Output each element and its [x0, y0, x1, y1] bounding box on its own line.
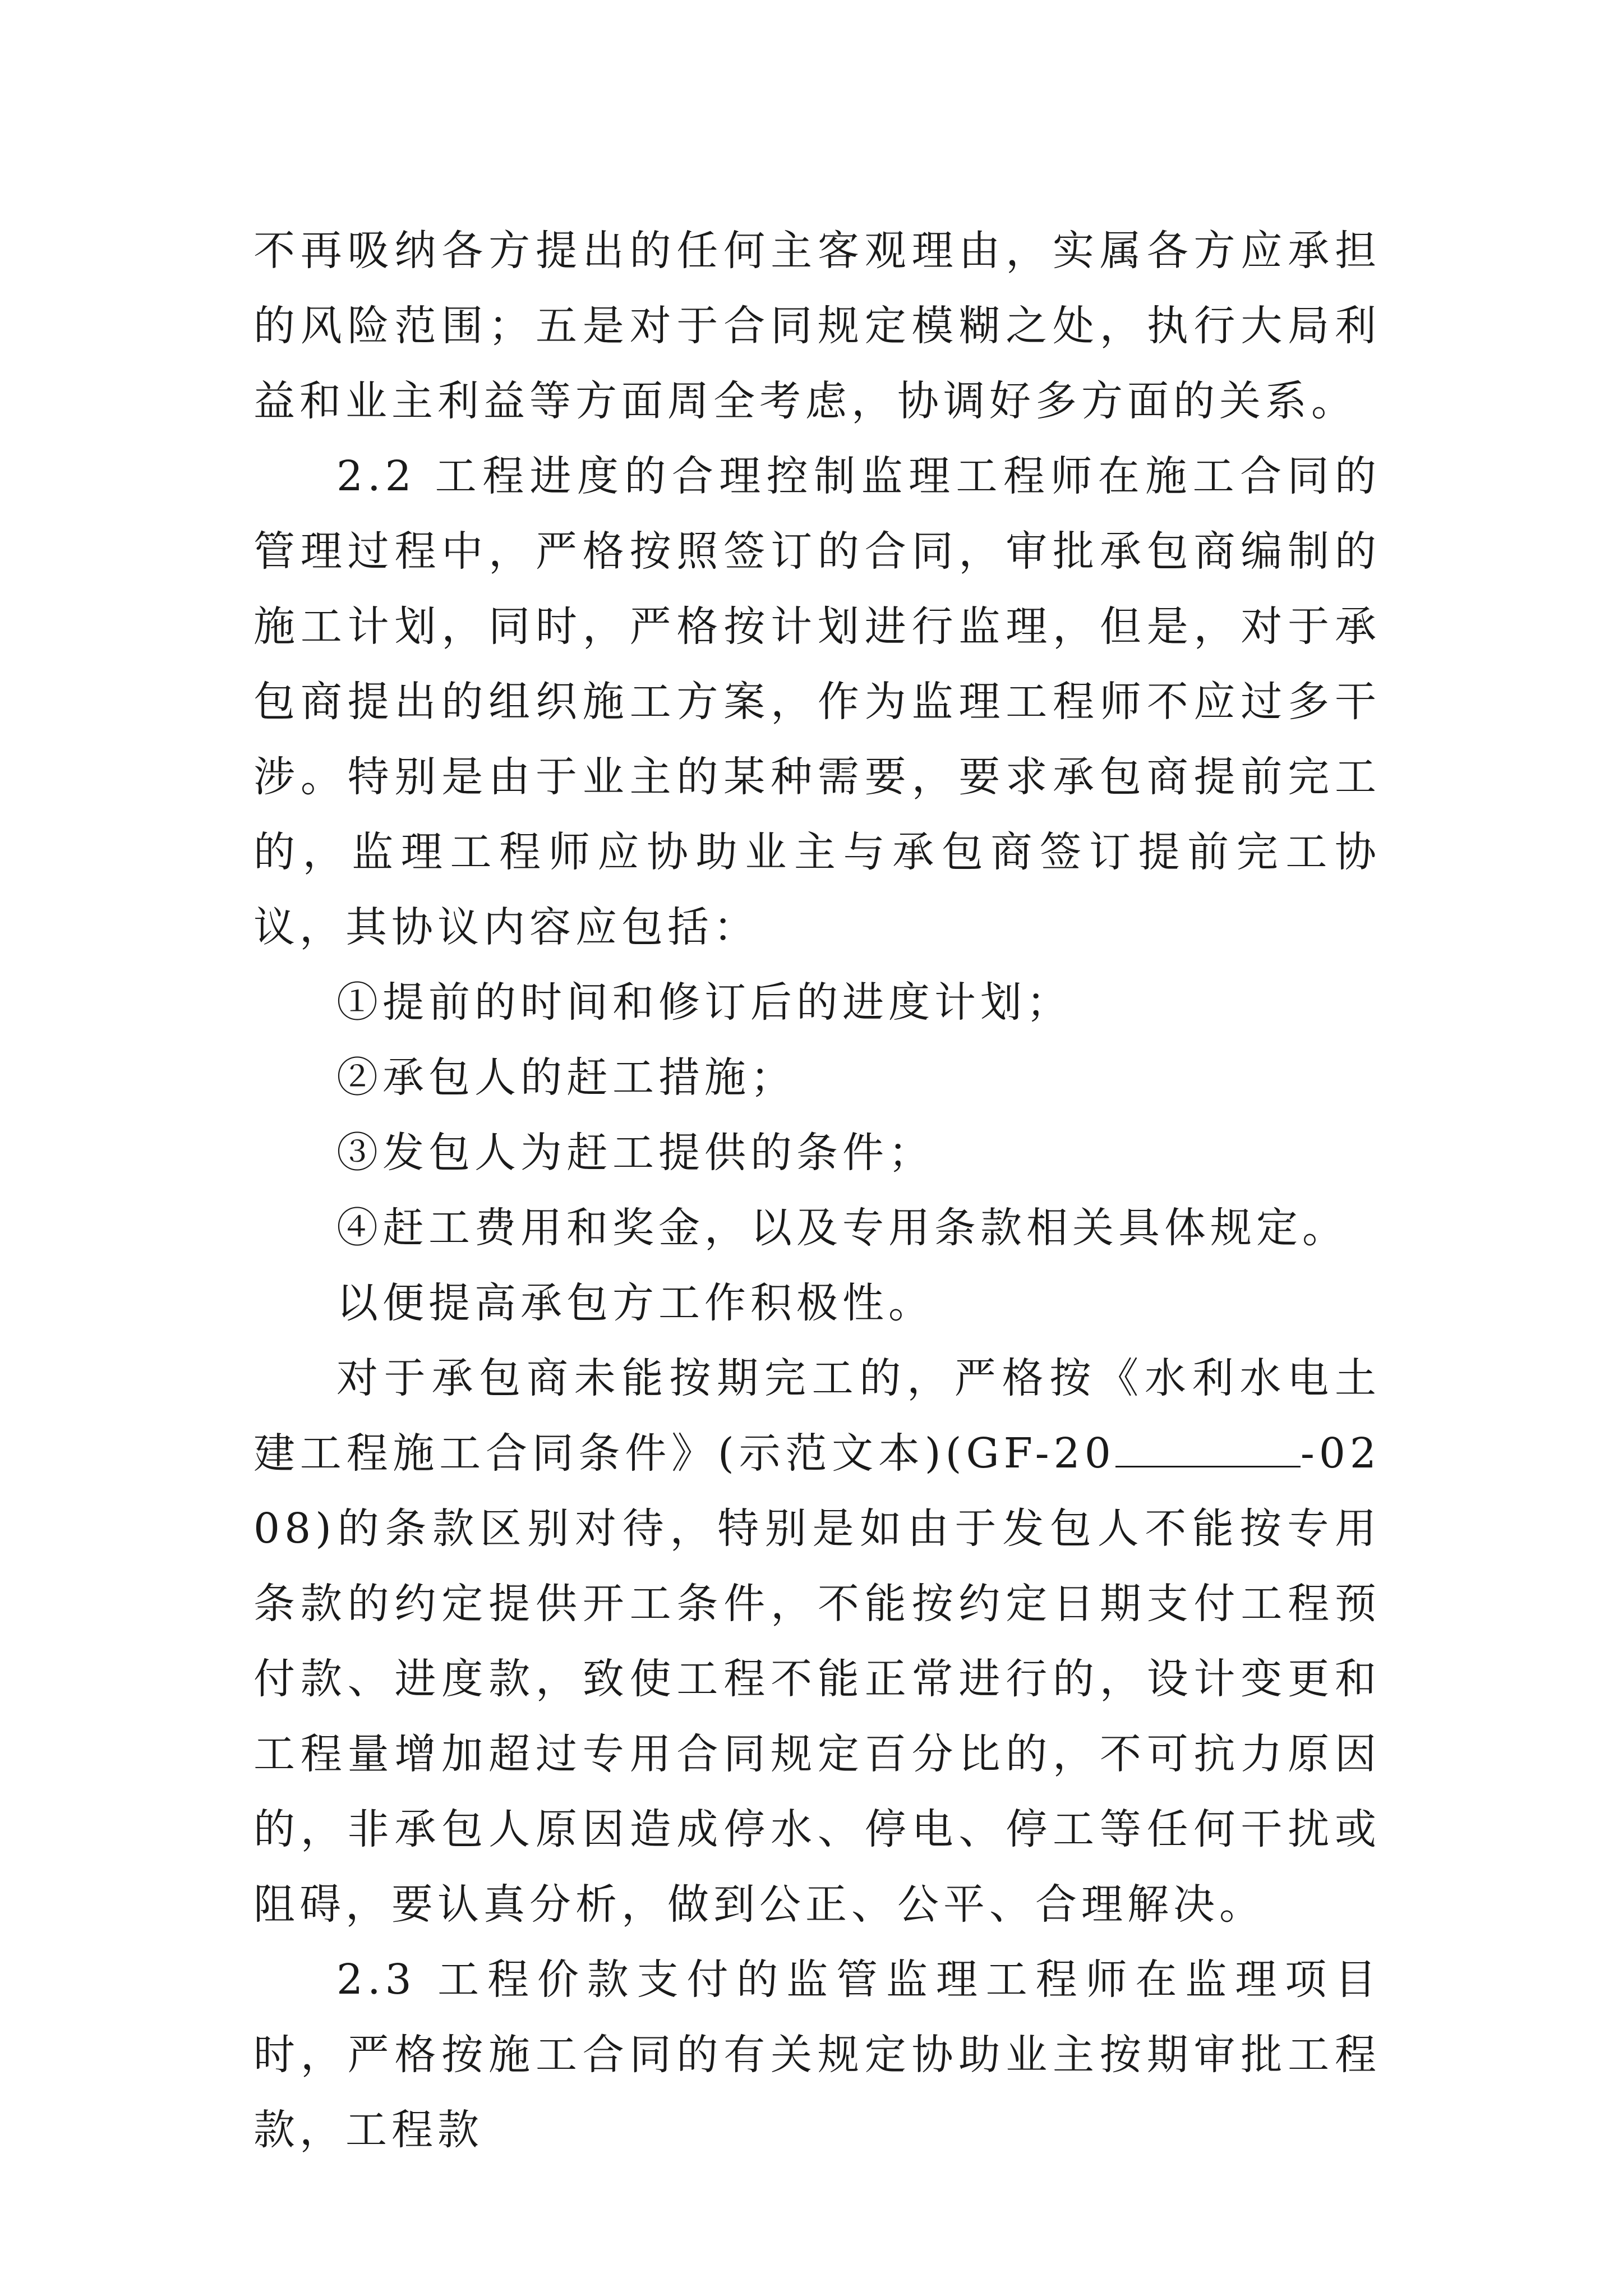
- list-item-4: ④赶工费用和奖金，以及专用条款相关具体规定。: [336, 1204, 1348, 1252]
- contract-text-before-blank: 对于承包商未能按期完工的，严格按《水利水电土建工程施工合同条件》(示范文本)(GF-20: [253, 1354, 1381, 1478]
- paragraph-motivation: 以便提高承包方工作积极性。: [336, 1279, 934, 1327]
- contract-text-after-blank: -0208)的条款区别对待，特别是如由于发包人不能按专用条款的约定提供开工条件，不能按约定日期支付工程预付款、进度款，致使工程不能正常进行的，设计变更和工程量增加超过专用合同规定百分比的，不可抗力原因的，非承包人原因造成停水、停电、停工等任何干扰或阻碍，要认真分析，做到公正、公平、合理解决。: [253, 1429, 1381, 1929]
- paragraph-section-2-3: 2.3 工程价款支付的监管监理工程师在监理项目时，严格按施工合同的有关规定协助业主按期审批工程款，工程款: [253, 1955, 1381, 2154]
- body-text: [253, 213, 1381, 2168]
- paragraph-late-completion: [253, 1341, 1381, 1942]
- paragraph-section-2-2: 2.2 工程进度的合理控制监理工程师在施工合同的管理过程中，严格按照签订的合同，审批承包商编制的施工计划，同时，严格按计划进行监理，但是，对于承包商提出的组织施工方案，作为监理工程师不应过多干涉。特别是由于业主的某种需要，要求承包商提前完工的，监理工程师应协助业主与承包商签订提前完工协议，其协议内容应包括：: [253, 452, 1381, 951]
- list-item-2: ②承包人的赶工措施；: [336, 1053, 796, 1102]
- underline-blank: [1115, 1427, 1301, 1467]
- list-item-1: ①提前的时间和修订后的进度计划；: [336, 978, 1072, 1027]
- paragraph-continuation: 不再吸纳各方提出的任何主客观理由，实属各方应承担的风险范围；五是对于合同规定模糊之处，执行大局利益和业主利益等方面周全考虑，协调好多方面的关系。: [253, 227, 1381, 425]
- list-item-3: ③发包人为赶工提供的条件；: [336, 1129, 934, 1177]
